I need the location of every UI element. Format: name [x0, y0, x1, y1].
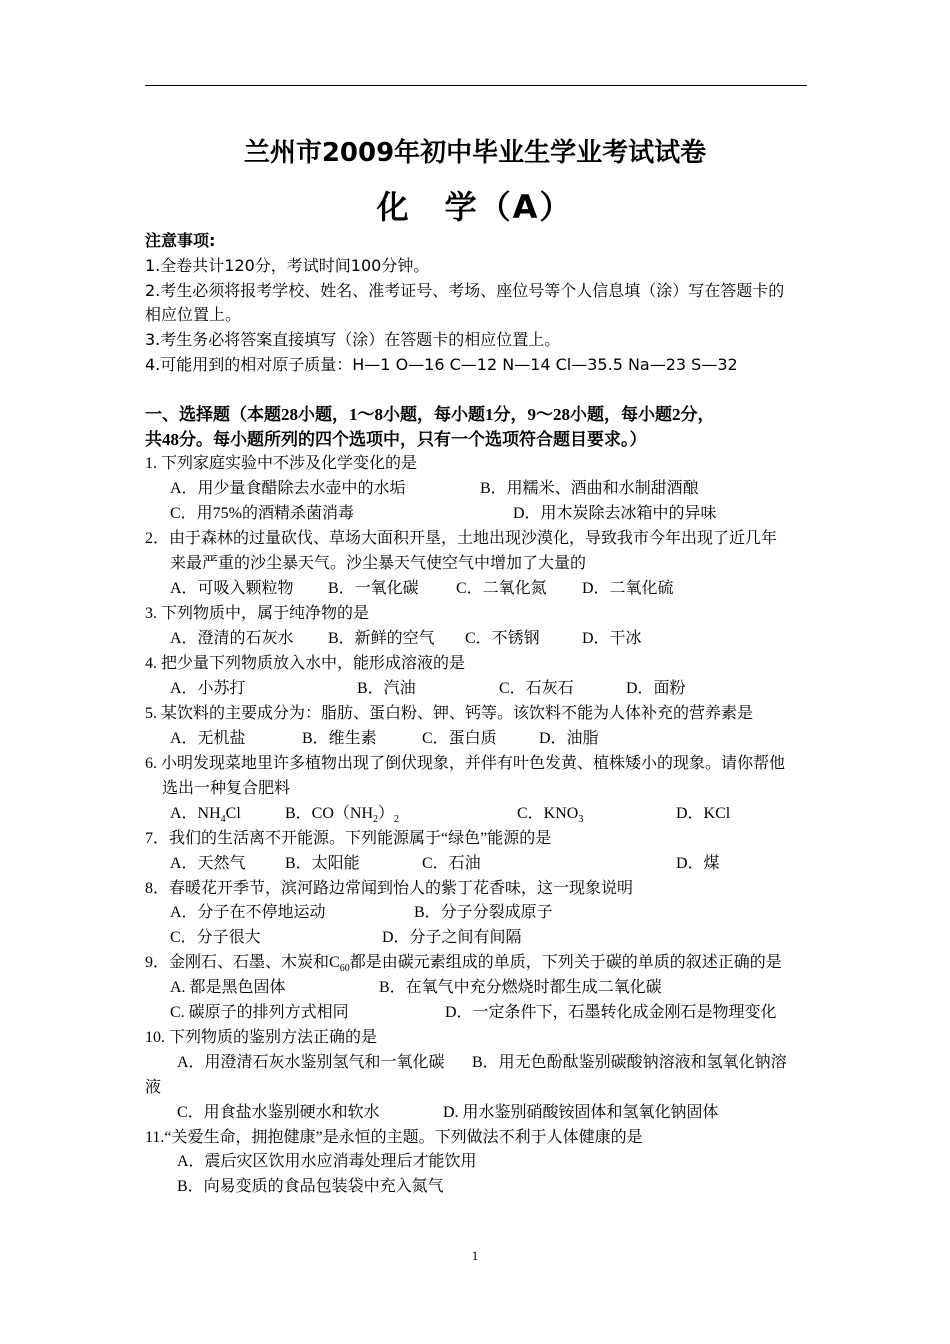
- option-b: B．$CO(NH_2)_2$: [285, 805, 400, 825]
- question-stem-cont: 选出一种复合肥料: [162, 780, 291, 797]
- option-a: A．震后灾区饮用水应消毒处理后才能饮用: [177, 1153, 477, 1170]
- option-b: B．用无色酚酞鉴别碳酸钠溶液和氢氧化钠溶: [472, 1054, 787, 1071]
- option-a: A．可吸入颗粒物: [170, 580, 294, 597]
- option-d: D．分子之间有间隔: [382, 929, 522, 946]
- option-d: D．用木炭除去冰箱中的异味: [513, 505, 717, 522]
- option-b: B．一氧化碳: [328, 580, 419, 597]
- notice-item: 3.考生务必将答案直接填写（涂）在答题卡的相应位置上。: [145, 330, 561, 349]
- question-stem: 6. 小明发现菜地里许多植物出现了倒伏现象，并伴有叶色发黄、植株矮小的现象。请你帮他: [145, 755, 786, 772]
- exam-title: 兰州市2009年初中毕业生学业考试试卷: [243, 138, 707, 168]
- question-stem: 1. 下列家庭实验中不涉及化学变化的是: [145, 455, 418, 472]
- notice-item: 相应位置上。: [145, 305, 242, 324]
- question-stem: 8．春暖花开季节，滨河路边常闻到怡人的紫丁花香味，这一现象说明: [145, 880, 634, 897]
- option-a: A．用少量食醋除去水壶中的水垢: [170, 480, 406, 497]
- option-c: C．$KNO_3$: [517, 805, 584, 825]
- option-b: B．向易变质的食品包装袋中充入氮气: [177, 1178, 444, 1195]
- question-stem: 7．我们的生活离不开能源。下列能源属于“绿色”能源的是: [145, 830, 552, 847]
- option-b-wrap: 液: [145, 1079, 162, 1096]
- section-heading: 一、选择题（本题28小题，1～8小题，每小题1分，9～28小题，每小题2分，: [145, 405, 715, 424]
- section-heading: 共48分。每小题所列的四个选项中，只有一个选项符合题目要求。）: [145, 430, 647, 449]
- header-rule: [145, 85, 807, 86]
- question-stem: 5. 某饮料的主要成分为：脂肪、蛋白粉、钾、钙等。该饮料不能为人体补充的营养素是: [145, 705, 754, 722]
- question-stem-cont: 来最严重的沙尘暴天气。沙尘暴天气使空气中增加了大量的: [170, 555, 587, 572]
- option-a: A．天然气: [170, 855, 246, 872]
- option-d: D．干冰: [582, 630, 642, 647]
- option-d: D．二氧化硫: [582, 580, 674, 597]
- option-c: C．二氧化氮: [456, 580, 547, 597]
- option-c: C．石灰石: [499, 680, 574, 697]
- question-stem: 3. 下列物质中，属于纯净物的是: [145, 605, 370, 622]
- option-c: C．分子很大: [170, 929, 261, 946]
- option-a: A．无机盐: [170, 730, 246, 747]
- option-b: B．维生素: [302, 730, 377, 747]
- option-a: A．用澄清石灰水鉴别氢气和一氧化碳: [177, 1054, 445, 1071]
- question-stem: 4. 把少量下列物质放入水中，能形成溶液的是: [145, 655, 466, 672]
- option-d: D. 用水鉴别硝酸铵固体和氢氧化钠固体: [443, 1104, 719, 1121]
- option-d: D．一定条件下，石墨转化成金刚石是物理变化: [445, 1004, 777, 1021]
- option-d: D．KCl: [676, 805, 731, 822]
- option-c: C．不锈钢: [465, 630, 540, 647]
- question-stem: 10. 下列物质的鉴别方法正确的是: [145, 1029, 378, 1046]
- option-a: A．分子在不停地运动: [170, 904, 326, 921]
- notice-heading: 注意事项:: [145, 231, 216, 250]
- option-b: B．分子分裂成原子: [414, 904, 553, 921]
- option-d: D．油脂: [539, 730, 599, 747]
- subject-title: 化 学（A）: [376, 188, 574, 226]
- option-b: B．在氧气中充分燃烧时都生成二氧化碳: [379, 979, 662, 996]
- option-a: A．小苏打: [170, 680, 246, 697]
- option-c: C．蛋白质: [422, 730, 497, 747]
- option-b: B．用糯米、酒曲和水制甜酒酿: [480, 480, 699, 497]
- question-stem: 9．金刚石、石墨、木炭和$C_{60}$都是由碳元素组成的单质，下列关于碳的单质的叙述正确的是: [145, 954, 782, 974]
- question-stem: 11.“关爱生命，拥抱健康”是永恒的主题。下列做法不利于人体健康的是: [145, 1129, 643, 1146]
- question-stem: 2．由于森林的过量砍伐、草场大面积开垦，土地出现沙漠化，导致我市今年出现了近几年: [145, 530, 778, 547]
- option-c: C．用食盐水鉴别硬水和软水: [177, 1104, 380, 1121]
- option-a: A. 都是黑色固体: [170, 979, 286, 996]
- option-b: B．新鲜的空气: [328, 630, 435, 647]
- notice-item: 2.考生必须将报考学校、姓名、准考证号、考场、座位号等个人信息填（涂）写在答题卡的: [145, 281, 785, 300]
- option-c: C．石油: [422, 855, 481, 872]
- option-b: B．太阳能: [285, 855, 360, 872]
- option-d: D．煤: [676, 855, 720, 872]
- option-a: A．澄清的石灰水: [170, 630, 294, 647]
- option-c: C. 碳原子的排列方式相同: [170, 1004, 349, 1021]
- notice-item: 1.全卷共计120分，考试时间100分钟。: [145, 256, 430, 275]
- page-number: 1: [471, 1248, 479, 1263]
- option-c: C．用75%的酒精杀菌消毒: [170, 505, 355, 522]
- option-b: B．汽油: [357, 680, 416, 697]
- option-a: A．$NH_4Cl$: [170, 805, 241, 825]
- notice-item: 4.可能用到的相对原子质量：H—1 O—16 C—12 N—14 Cl—35.5 Na—23 S—32: [145, 355, 738, 374]
- option-d: D．面粉: [626, 680, 686, 697]
